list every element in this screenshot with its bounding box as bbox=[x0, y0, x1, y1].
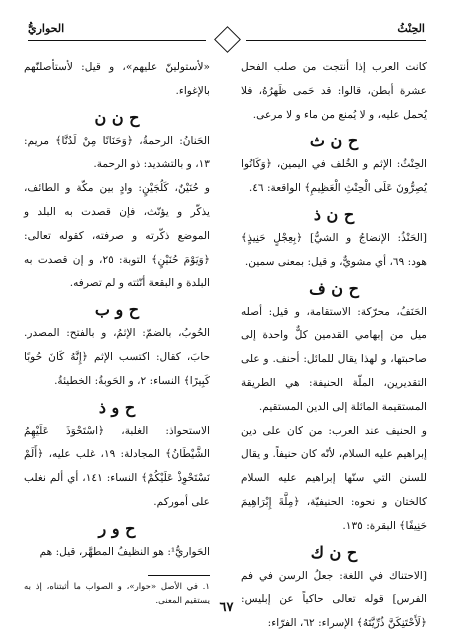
entry-heading: ح ن ف bbox=[309, 278, 359, 298]
paragraph: «لأستولينّ عليهم»، و قيل: لأستأصلنّهم بالإغواء. bbox=[24, 61, 210, 97]
right-column bbox=[241, 56, 427, 636]
footnote-divider bbox=[148, 575, 210, 576]
paragraph: الحَنَفُ، محرّكة: الاستقامة، و قيل: أصله ميل من إبهامي القدمين كلٌّ واحدة إلى صاحبتها، و لهذا يقال للمائل: أحنف. و على التقديرين، الملّة الحنيفة: هي الطريقة المستقيمة المائلة إلى الدين المستقيم. bbox=[241, 305, 427, 413]
footnote: ١. في الأصل «حوار»، و الصواب ما أثبتناه، إذ به يستقيم المعنى. bbox=[24, 581, 210, 606]
paragraph: [الاحتناك في اللغة: جعلُ الرسن في فم الفرس] قوله تعالى حاكياً عن إبليس: ﴿لَأَحْتَنِكَنَّ ذُرِّيَّتَهُ﴾ الإسراء: ٦٢، الفرّاء: bbox=[241, 569, 427, 630]
running-header-left: الحواريُّ bbox=[28, 22, 65, 35]
header-rule-right bbox=[246, 40, 426, 41]
entry-heading: ح ن ث bbox=[309, 131, 359, 151]
header-diamond-ornament bbox=[214, 26, 241, 53]
paragraph: الحِنْثُ: الإثم و الخُلف في اليمين، ﴿وَكَانُوا يُصِرُّونَ عَلَى الْحِنْثِ الْعَظِيمِ﴾ الواقعة: ٤٦. bbox=[241, 158, 427, 195]
paragraph: كانت العرب إذا أنتجت من صلب الفحل عشرة أبطن، قالوا: قد حَمى ظَهرُهُ، فلا يُحمل عليه، و لا يُمنع من ماء و لا مرعى. bbox=[241, 61, 427, 121]
header-rule-left bbox=[28, 40, 206, 41]
running-header-right: الحِنْثُ bbox=[397, 22, 425, 35]
left-column bbox=[24, 56, 210, 608]
entry-heading: ح ن ذ bbox=[313, 204, 355, 224]
paragraph: [الحَنْذُ: الإنضاجُ و الشيُّ] ﴿بِعِجْلٍ حَنِيذٍ﴾ هود: ٦٩، أي مشويٌّ، و قيل: بمعنى سمين. bbox=[241, 231, 427, 268]
page-number: ٦٧ bbox=[219, 600, 234, 615]
paragraph: الاستحواذ: الغلبة، ﴿اسْتَحْوَذَ عَلَيْهِمُ الشَّيْطَانُ﴾ المجادلة: ١٩، غلب عليه، ﴿أَلَمْ نَسْتَحْوِذْ عَلَيْكُمْ﴾ النساء: ١٤١، أي ألم نغلب على أموركم. bbox=[24, 424, 210, 508]
entry-heading: ح و ر bbox=[98, 518, 136, 538]
paragraph: الحَنانُ: الرحمةُ، ﴿وَحَنَانًا مِنْ لَدُنَّا﴾ مريم: ١٣، و بالتشديد: ذو الرحمة. bbox=[24, 134, 210, 171]
paragraph: الحُوبُ، بالضمّ: الإثمُ، و بالفتح: المصدر. حابَ، كقال: اكتسب الإثم ﴿إِنَّهُ كَانَ حُوبًا كَبِيرًا﴾ النساء: ٢، و الحَوبةُ: الخطيئةُ. bbox=[24, 327, 210, 387]
paragraph: و الحنيف عند العرب: من كان على دين إبراهيم عليه السلام، لأنّه كان حنيفاً. و يقال للسنن التي سنّها إبراهيم عليه السلام كالختان و نحوه: الحنيفيّة، ﴿مِلَّةَ إِبْرَاهِيمَ حَنِيفًا﴾ البقرة: ١٣٥. bbox=[241, 424, 427, 532]
paragraph: الحَواريُّ¹: هو النظيفُ المطهَّر، قيل: هم bbox=[39, 545, 210, 558]
entry-heading: ح ن ن bbox=[94, 107, 140, 127]
entry-heading: ح و ب bbox=[94, 300, 140, 320]
paragraph: و حُنَيْنٌ، كَلُجَيْنٍ: وادٍ بين مكّة و الطائف، يذكّر و يؤنّث، فإن قصدت به البلد و الموضع ذكّرته و صرفته، كقوله تعالى: ﴿وَيَوْمَ حُنَيْنٍ﴾ التوبة: ٢٥، و إن قصدت به البلدة و البقعة أنّثته و لم تصرفه. bbox=[24, 182, 210, 290]
entry-heading: ح ن ك bbox=[310, 542, 358, 562]
entry-heading: ح و ذ bbox=[98, 397, 136, 417]
